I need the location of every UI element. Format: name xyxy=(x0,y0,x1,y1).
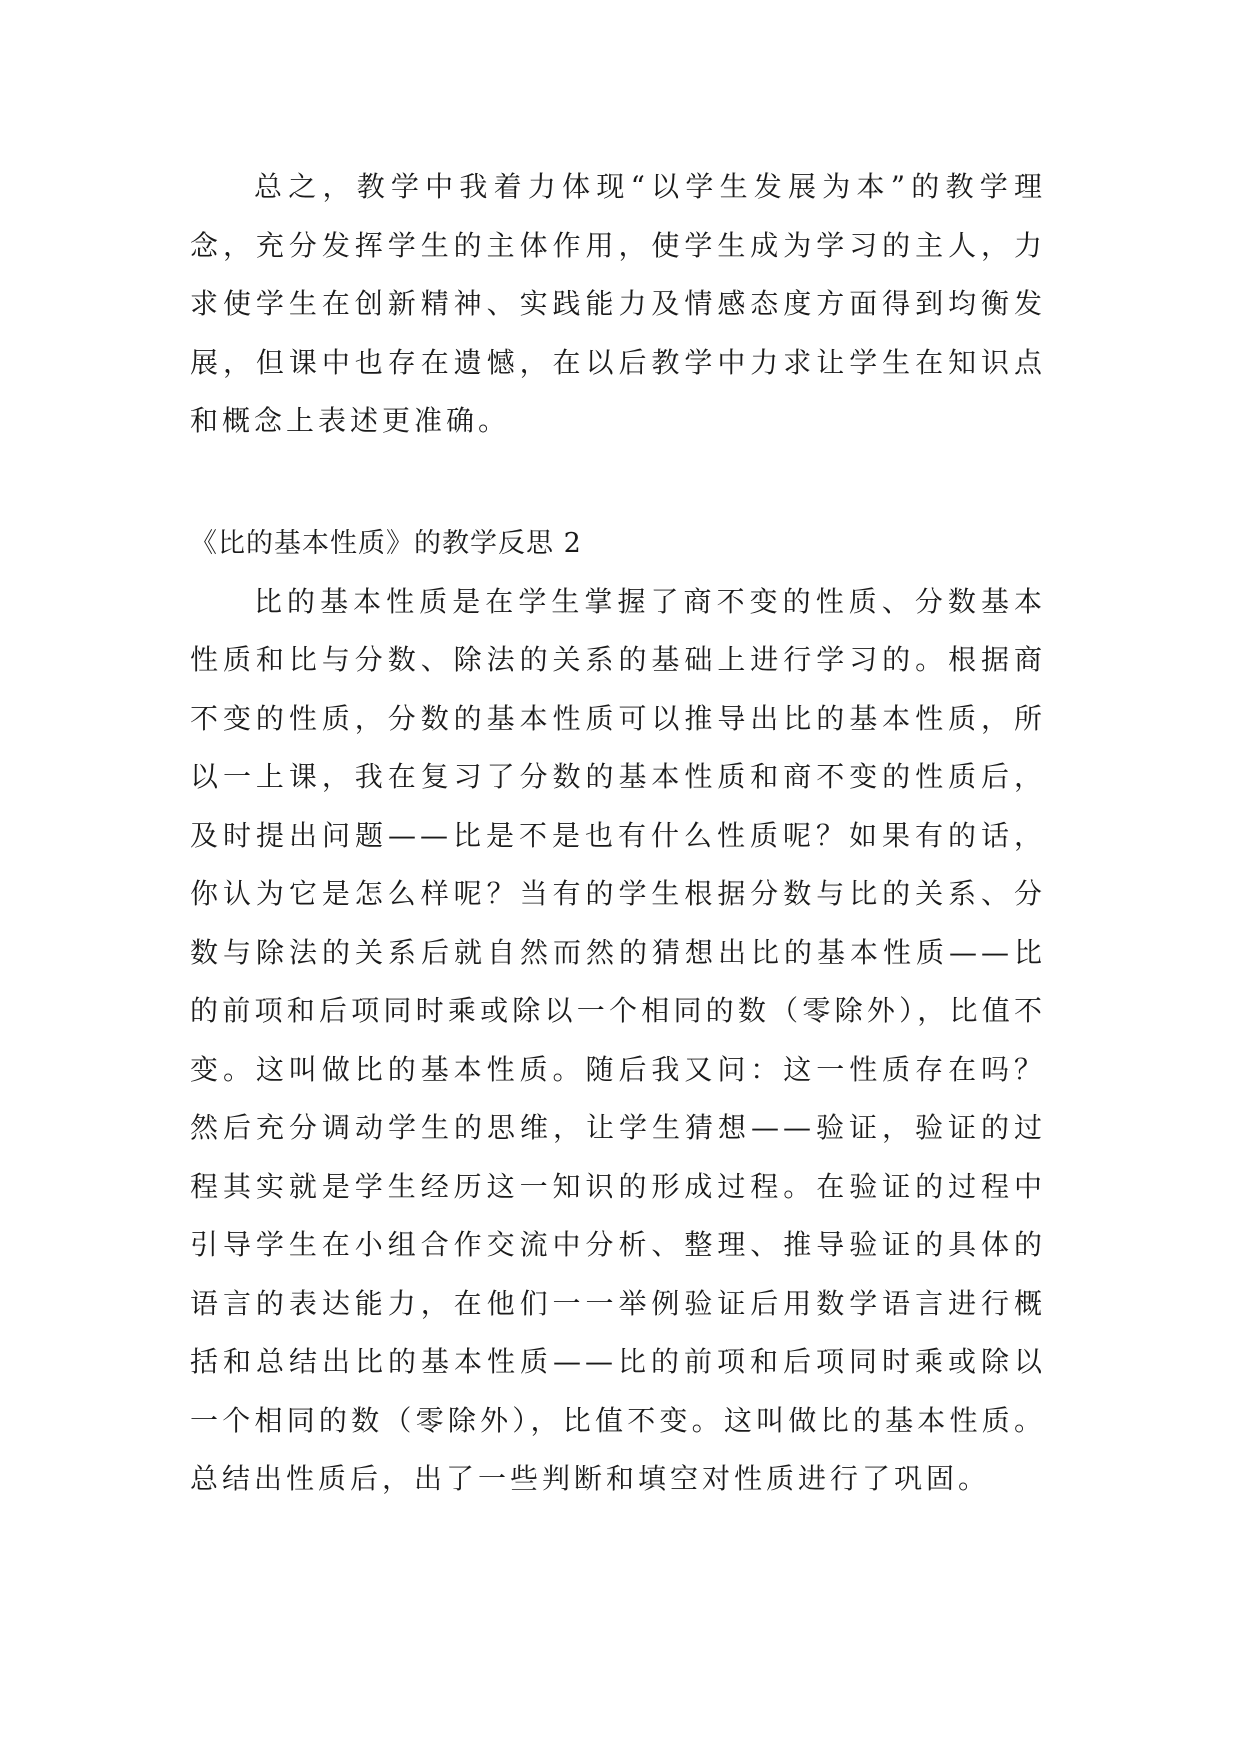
document-page xyxy=(190,158,1046,1509)
reflection-paragraph: 比的基本性质是在学生掌握了商不变的性质、分数基本性质和比与分数、除法的关系的基础上进行学习的。根据商不变的性质，分数的基本性质可以推导出比的基本性质，所以一上课，我在复习了分数的基本性质和商不变的性质后，及时提出问题——比是不是也有什么性质呢？如果有的话，你认为它是怎么样呢？当有的学生根据分数与比的关系、分数与除法的关系后就自然而然的猜想出比的基本性质——比的前项和后项同时乘或除以一个相同的数（零除外），比值不变。这叫做比的基本性质。随后我又问：这一性质存在吗？然后充分调动学生的思维，让学生猜想——验证，验证的过程其实就是学生经历这一知识的形成过程。在验证的过程中引导学生在小组合作交流中分析、整理、推导验证的具体的语言的表达能力，在他们一一举例验证后用数学语言进行概括和总结出比的基本性质——比的前项和后项同时乘或除以一个相同的数（零除外），比值不变。这叫做比的基本性质。总结出性质后，出了一些判断和填空对性质进行了巩固。 xyxy=(190,584,1046,1495)
section-title: 《比的基本性质》的教学反思 2 xyxy=(190,527,582,559)
conclusion-paragraph: 总之，教学中我着力体现“以学生发展为本”的教学理念，充分发挥学生的主体作用，使学生成为学习的主人，力求使学生在创新精神、实践能力及情感态度方面得到均衡发展，但课中也存在遗憾，在以后教学中力求让学生在知识点和概念上表述更准确。 xyxy=(190,170,1046,437)
